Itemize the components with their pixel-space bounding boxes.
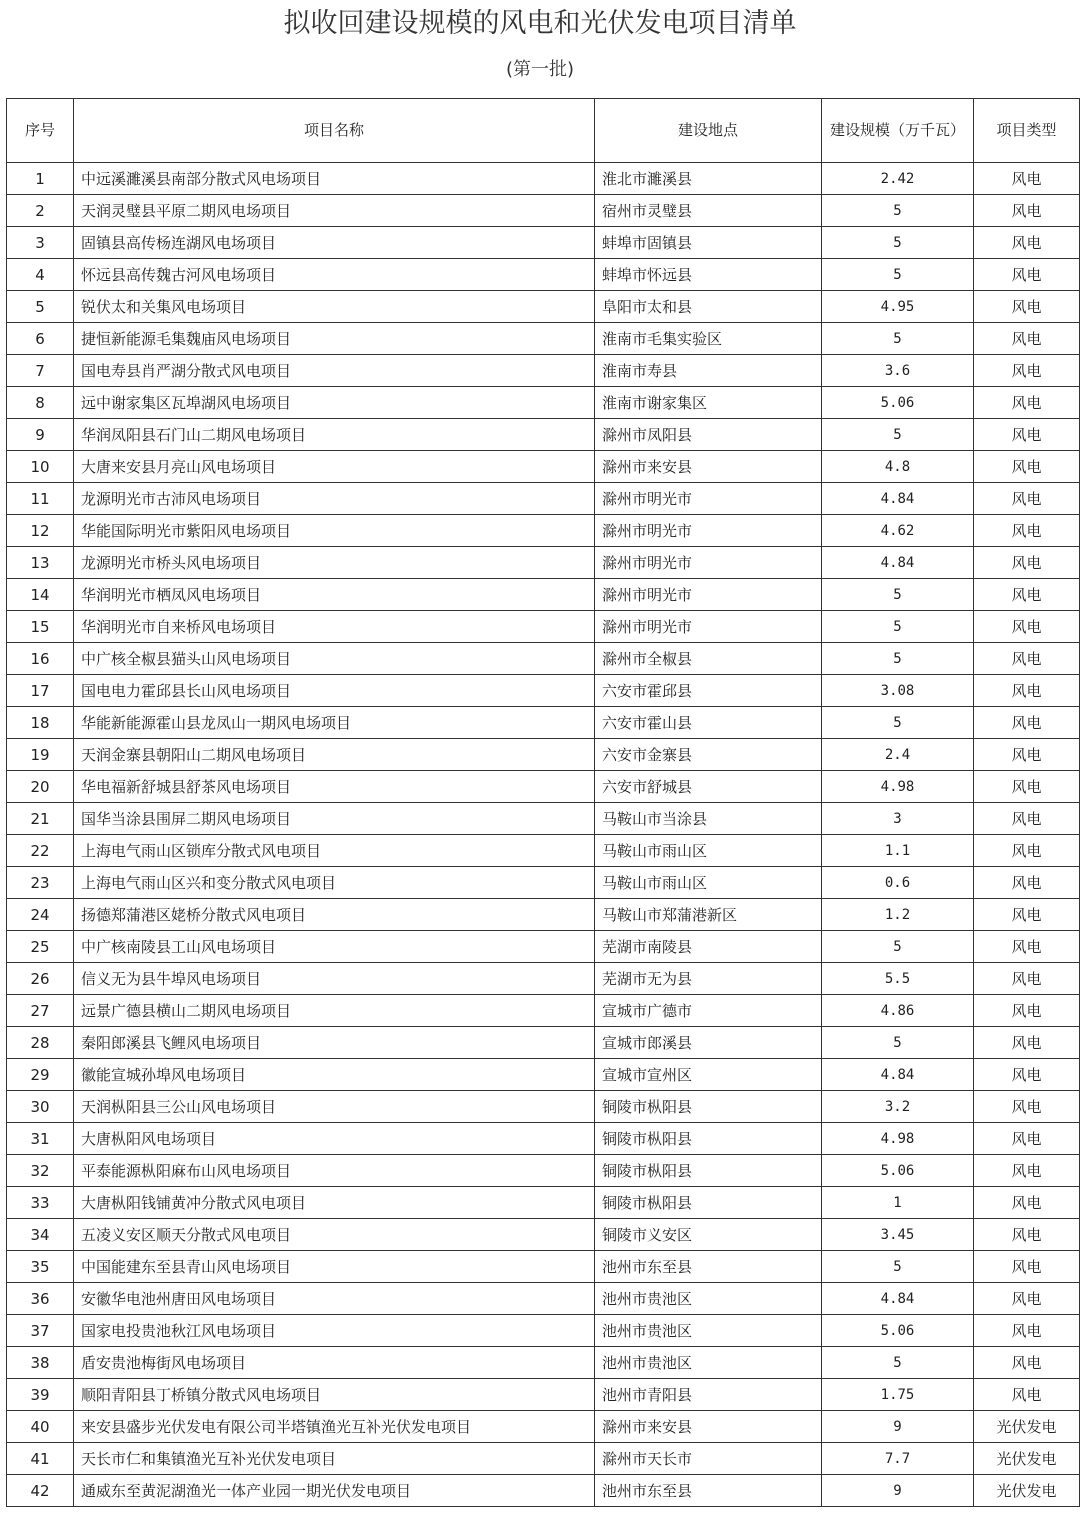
cell-no: 26 xyxy=(7,963,74,995)
cell-no: 42 xyxy=(7,1475,74,1507)
table-row xyxy=(7,547,1080,579)
cell-location: 滁州市明光市 xyxy=(595,483,822,515)
cell-location: 宿州市灵璧县 xyxy=(595,195,822,227)
cell-no: 10 xyxy=(7,451,74,483)
cell-type: 风电 xyxy=(974,579,1080,611)
table-row xyxy=(7,803,1080,835)
cell-no: 27 xyxy=(7,995,74,1027)
table-row xyxy=(7,1315,1080,1347)
cell-project-name: 大唐枞阳钱铺黄冲分散式风电项目 xyxy=(74,1187,595,1219)
cell-location: 马鞍山市当涂县 xyxy=(595,803,822,835)
cell-location: 蚌埠市固镇县 xyxy=(595,227,822,259)
cell-project-name: 天长市仁和集镇渔光互补光伏发电项目 xyxy=(74,1443,595,1475)
cell-scale: 5.06 xyxy=(822,387,974,419)
cell-type: 光伏发电 xyxy=(974,1475,1080,1507)
cell-type: 风电 xyxy=(974,323,1080,355)
cell-location: 六安市霍山县 xyxy=(595,707,822,739)
cell-type: 风电 xyxy=(974,259,1080,291)
cell-scale: 4.86 xyxy=(822,995,974,1027)
header-type: 项目类型 xyxy=(974,99,1080,163)
cell-scale: 5 xyxy=(822,931,974,963)
cell-no: 15 xyxy=(7,611,74,643)
cell-project-name: 锐伏太和关集风电场项目 xyxy=(74,291,595,323)
cell-scale: 9 xyxy=(822,1411,974,1443)
table-row xyxy=(7,451,1080,483)
cell-no: 8 xyxy=(7,387,74,419)
table-row xyxy=(7,931,1080,963)
cell-scale: 5.5 xyxy=(822,963,974,995)
table-header xyxy=(7,99,1080,163)
cell-no: 16 xyxy=(7,643,74,675)
table-row xyxy=(7,1443,1080,1475)
cell-project-name: 龙源明光市古沛风电场项目 xyxy=(74,483,595,515)
cell-type: 风电 xyxy=(974,291,1080,323)
table-row xyxy=(7,163,1080,195)
cell-scale: 5 xyxy=(822,195,974,227)
cell-location: 铜陵市枞阳县 xyxy=(595,1155,822,1187)
cell-scale: 4.84 xyxy=(822,483,974,515)
cell-type: 风电 xyxy=(974,867,1080,899)
cell-no: 30 xyxy=(7,1091,74,1123)
cell-project-name: 上海电气雨山区锁库分散式风电项目 xyxy=(74,835,595,867)
cell-no: 34 xyxy=(7,1219,74,1251)
cell-scale: 4.98 xyxy=(822,771,974,803)
cell-project-name: 天润枞阳县三公山风电场项目 xyxy=(74,1091,595,1123)
cell-project-name: 盾安贵池梅街风电场项目 xyxy=(74,1347,595,1379)
cell-type: 风电 xyxy=(974,1059,1080,1091)
cell-location: 马鞍山市雨山区 xyxy=(595,835,822,867)
cell-scale: 4.84 xyxy=(822,547,974,579)
cell-no: 29 xyxy=(7,1059,74,1091)
cell-location: 淮南市谢家集区 xyxy=(595,387,822,419)
cell-no: 11 xyxy=(7,483,74,515)
table-row xyxy=(7,739,1080,771)
cell-location: 宣城市广德市 xyxy=(595,995,822,1027)
cell-project-name: 秦阳郎溪县飞鲤风电场项目 xyxy=(74,1027,595,1059)
cell-no: 17 xyxy=(7,675,74,707)
cell-scale: 5 xyxy=(822,707,974,739)
cell-scale: 1.1 xyxy=(822,835,974,867)
cell-project-name: 国电寿县肖严湖分散式风电项目 xyxy=(74,355,595,387)
cell-scale: 4.8 xyxy=(822,451,974,483)
cell-project-name: 华润凤阳县石门山二期风电场项目 xyxy=(74,419,595,451)
table-row xyxy=(7,707,1080,739)
cell-scale: 5 xyxy=(822,611,974,643)
cell-project-name: 扬德郑蒲港区姥桥分散式风电项目 xyxy=(74,899,595,931)
cell-type: 风电 xyxy=(974,803,1080,835)
cell-project-name: 上海电气雨山区兴和变分散式风电项目 xyxy=(74,867,595,899)
cell-no: 20 xyxy=(7,771,74,803)
cell-scale: 4.62 xyxy=(822,515,974,547)
cell-no: 14 xyxy=(7,579,74,611)
table-row xyxy=(7,771,1080,803)
table-row xyxy=(7,579,1080,611)
cell-location: 铜陵市枞阳县 xyxy=(595,1187,822,1219)
cell-scale: 5 xyxy=(822,227,974,259)
document-subtitle: (第一批) xyxy=(505,59,575,80)
table-row xyxy=(7,867,1080,899)
table-row xyxy=(7,899,1080,931)
cell-type: 风电 xyxy=(974,995,1080,1027)
table-row xyxy=(7,1155,1080,1187)
cell-scale: 2.4 xyxy=(822,739,974,771)
cell-location: 阜阳市太和县 xyxy=(595,291,822,323)
cell-scale: 4.98 xyxy=(822,1123,974,1155)
document-title: 拟收回建设规模的风电和光伏发电项目清单 xyxy=(283,8,797,39)
cell-project-name: 捷恒新能源毛集魏庙风电场项目 xyxy=(74,323,595,355)
table-row xyxy=(7,995,1080,1027)
cell-type: 风电 xyxy=(974,1251,1080,1283)
cell-type: 风电 xyxy=(974,835,1080,867)
header-name: 项目名称 xyxy=(74,99,595,163)
cell-scale: 1.75 xyxy=(822,1379,974,1411)
cell-project-name: 怀远县高传魏古河风电场项目 xyxy=(74,259,595,291)
table-row xyxy=(7,1379,1080,1411)
cell-type: 风电 xyxy=(974,547,1080,579)
cell-no: 7 xyxy=(7,355,74,387)
cell-type: 风电 xyxy=(974,515,1080,547)
cell-no: 4 xyxy=(7,259,74,291)
cell-no: 21 xyxy=(7,803,74,835)
cell-no: 28 xyxy=(7,1027,74,1059)
header-scale: 建设规模（万千瓦） xyxy=(822,99,974,163)
cell-type: 风电 xyxy=(974,451,1080,483)
cell-project-name: 国华当涂县围屏二期风电场项目 xyxy=(74,803,595,835)
table-row xyxy=(7,323,1080,355)
cell-scale: 5 xyxy=(822,1027,974,1059)
cell-location: 马鞍山市雨山区 xyxy=(595,867,822,899)
cell-scale: 5 xyxy=(822,323,974,355)
cell-scale: 2.42 xyxy=(822,163,974,195)
header-location: 建设地点 xyxy=(595,99,822,163)
cell-no: 13 xyxy=(7,547,74,579)
cell-project-name: 中国能建东至县青山风电场项目 xyxy=(74,1251,595,1283)
cell-location: 宣城市宣州区 xyxy=(595,1059,822,1091)
cell-location: 滁州市明光市 xyxy=(595,547,822,579)
cell-project-name: 固镇县高传杨连湖风电场项目 xyxy=(74,227,595,259)
cell-location: 滁州市来安县 xyxy=(595,451,822,483)
cell-type: 风电 xyxy=(974,675,1080,707)
cell-location: 池州市青阳县 xyxy=(595,1379,822,1411)
cell-type: 风电 xyxy=(974,739,1080,771)
cell-no: 39 xyxy=(7,1379,74,1411)
cell-location: 淮南市寿县 xyxy=(595,355,822,387)
table-row xyxy=(7,1411,1080,1443)
cell-location: 铜陵市义安区 xyxy=(595,1219,822,1251)
cell-project-name: 国家电投贵池秋江风电场项目 xyxy=(74,1315,595,1347)
cell-no: 22 xyxy=(7,835,74,867)
cell-location: 池州市东至县 xyxy=(595,1475,822,1507)
cell-project-name: 通威东至黄泥湖渔光一体产业园一期光伏发电项目 xyxy=(74,1475,595,1507)
cell-location: 滁州市明光市 xyxy=(595,579,822,611)
cell-project-name: 远景广德县横山二期风电场项目 xyxy=(74,995,595,1027)
cell-no: 24 xyxy=(7,899,74,931)
cell-project-name: 华润明光市栖凤风电场项目 xyxy=(74,579,595,611)
cell-project-name: 平泰能源枞阳麻布山风电场项目 xyxy=(74,1155,595,1187)
cell-type: 风电 xyxy=(974,1123,1080,1155)
cell-type: 风电 xyxy=(974,1379,1080,1411)
cell-location: 芜湖市南陵县 xyxy=(595,931,822,963)
table-row xyxy=(7,1283,1080,1315)
cell-type: 风电 xyxy=(974,643,1080,675)
cell-type: 风电 xyxy=(974,419,1080,451)
cell-location: 铜陵市枞阳县 xyxy=(595,1091,822,1123)
table-row xyxy=(7,1251,1080,1283)
table-row xyxy=(7,1475,1080,1507)
cell-type: 风电 xyxy=(974,1027,1080,1059)
cell-no: 35 xyxy=(7,1251,74,1283)
cell-no: 9 xyxy=(7,419,74,451)
cell-project-name: 天润金寨县朝阳山二期风电场项目 xyxy=(74,739,595,771)
cell-scale: 5.06 xyxy=(822,1155,974,1187)
table-row xyxy=(7,1091,1080,1123)
table-row xyxy=(7,259,1080,291)
cell-location: 马鞍山市郑蒲港新区 xyxy=(595,899,822,931)
cell-type: 风电 xyxy=(974,771,1080,803)
cell-location: 池州市东至县 xyxy=(595,1251,822,1283)
table-row xyxy=(7,1347,1080,1379)
cell-location: 蚌埠市怀远县 xyxy=(595,259,822,291)
cell-type: 风电 xyxy=(974,1347,1080,1379)
cell-type: 风电 xyxy=(974,1283,1080,1315)
cell-scale: 5 xyxy=(822,259,974,291)
cell-location: 滁州市全椒县 xyxy=(595,643,822,675)
cell-project-name: 龙源明光市桥头风电场项目 xyxy=(74,547,595,579)
table-row xyxy=(7,515,1080,547)
table-row xyxy=(7,835,1080,867)
cell-type: 风电 xyxy=(974,707,1080,739)
table-row xyxy=(7,1187,1080,1219)
cell-location: 铜陵市枞阳县 xyxy=(595,1123,822,1155)
cell-no: 25 xyxy=(7,931,74,963)
cell-project-name: 中广核全椒县猫头山风电场项目 xyxy=(74,643,595,675)
cell-type: 风电 xyxy=(974,163,1080,195)
cell-scale: 5 xyxy=(822,1347,974,1379)
cell-scale: 4.95 xyxy=(822,291,974,323)
cell-location: 淮北市濉溪县 xyxy=(595,163,822,195)
cell-scale: 4.84 xyxy=(822,1059,974,1091)
cell-location: 芜湖市无为县 xyxy=(595,963,822,995)
cell-location: 滁州市明光市 xyxy=(595,515,822,547)
project-table xyxy=(6,98,1080,1507)
cell-scale: 5.06 xyxy=(822,1315,974,1347)
cell-project-name: 五凌义安区顺天分散式风电项目 xyxy=(74,1219,595,1251)
cell-no: 19 xyxy=(7,739,74,771)
cell-project-name: 徽能宣城孙埠风电场项目 xyxy=(74,1059,595,1091)
cell-type: 光伏发电 xyxy=(974,1411,1080,1443)
cell-location: 池州市贵池区 xyxy=(595,1315,822,1347)
cell-project-name: 来安县盛步光伏发电有限公司半塔镇渔光互补光伏发电项目 xyxy=(74,1411,595,1443)
cell-no: 12 xyxy=(7,515,74,547)
cell-scale: 5 xyxy=(822,579,974,611)
cell-scale: 7.7 xyxy=(822,1443,974,1475)
cell-type: 风电 xyxy=(974,1219,1080,1251)
cell-project-name: 大唐来安县月亮山风电场项目 xyxy=(74,451,595,483)
table-row xyxy=(7,1027,1080,1059)
cell-scale: 5 xyxy=(822,419,974,451)
cell-scale: 9 xyxy=(822,1475,974,1507)
cell-no: 41 xyxy=(7,1443,74,1475)
table-row xyxy=(7,419,1080,451)
table-row xyxy=(7,675,1080,707)
table-row xyxy=(7,1219,1080,1251)
table-row xyxy=(7,611,1080,643)
table-row xyxy=(7,483,1080,515)
table-row xyxy=(7,227,1080,259)
table-row xyxy=(7,291,1080,323)
cell-project-name: 天润灵璧县平原二期风电场项目 xyxy=(74,195,595,227)
cell-location: 滁州市明光市 xyxy=(595,611,822,643)
cell-type: 风电 xyxy=(974,931,1080,963)
cell-no: 2 xyxy=(7,195,74,227)
cell-type: 风电 xyxy=(974,1315,1080,1347)
cell-type: 风电 xyxy=(974,899,1080,931)
cell-type: 光伏发电 xyxy=(974,1443,1080,1475)
cell-project-name: 顺阳青阳县丁桥镇分散式风电场项目 xyxy=(74,1379,595,1411)
cell-scale: 3.08 xyxy=(822,675,974,707)
cell-project-name: 远中谢家集区瓦埠湖风电场项目 xyxy=(74,387,595,419)
cell-project-name: 华润明光市自来桥风电场项目 xyxy=(74,611,595,643)
cell-type: 风电 xyxy=(974,1187,1080,1219)
cell-scale: 3 xyxy=(822,803,974,835)
cell-no: 37 xyxy=(7,1315,74,1347)
cell-no: 36 xyxy=(7,1283,74,1315)
cell-location: 宣城市郎溪县 xyxy=(595,1027,822,1059)
table-row xyxy=(7,195,1080,227)
cell-type: 风电 xyxy=(974,611,1080,643)
cell-type: 风电 xyxy=(974,963,1080,995)
cell-project-name: 安徽华电池州唐田风电场项目 xyxy=(74,1283,595,1315)
table-row xyxy=(7,387,1080,419)
cell-no: 40 xyxy=(7,1411,74,1443)
table-row xyxy=(7,643,1080,675)
cell-location: 六安市舒城县 xyxy=(595,771,822,803)
table-row xyxy=(7,963,1080,995)
cell-project-name: 国电电力霍邱县长山风电场项目 xyxy=(74,675,595,707)
cell-type: 风电 xyxy=(974,195,1080,227)
cell-location: 滁州市天长市 xyxy=(595,1443,822,1475)
cell-no: 33 xyxy=(7,1187,74,1219)
cell-project-name: 信义无为县牛埠风电场项目 xyxy=(74,963,595,995)
cell-no: 5 xyxy=(7,291,74,323)
cell-project-name: 华电福新舒城县舒茶风电场项目 xyxy=(74,771,595,803)
cell-no: 6 xyxy=(7,323,74,355)
cell-no: 32 xyxy=(7,1155,74,1187)
table-body xyxy=(7,163,1080,1507)
cell-type: 风电 xyxy=(974,355,1080,387)
cell-type: 风电 xyxy=(974,1091,1080,1123)
cell-location: 滁州市来安县 xyxy=(595,1411,822,1443)
cell-location: 滁州市凤阳县 xyxy=(595,419,822,451)
cell-project-name: 大唐枞阳风电场项目 xyxy=(74,1123,595,1155)
cell-scale: 5 xyxy=(822,1251,974,1283)
cell-project-name: 中远溪濉溪县南部分散式风电场项目 xyxy=(74,163,595,195)
cell-location: 六安市霍邱县 xyxy=(595,675,822,707)
cell-no: 38 xyxy=(7,1347,74,1379)
cell-type: 风电 xyxy=(974,1155,1080,1187)
cell-location: 六安市金寨县 xyxy=(595,739,822,771)
cell-type: 风电 xyxy=(974,483,1080,515)
cell-scale: 1.2 xyxy=(822,899,974,931)
cell-scale: 3.2 xyxy=(822,1091,974,1123)
cell-location: 淮南市毛集实验区 xyxy=(595,323,822,355)
cell-no: 23 xyxy=(7,867,74,899)
cell-scale: 1 xyxy=(822,1187,974,1219)
cell-type: 风电 xyxy=(974,387,1080,419)
table-row xyxy=(7,355,1080,387)
cell-project-name: 中广核南陵县工山风电场项目 xyxy=(74,931,595,963)
cell-scale: 0.6 xyxy=(822,867,974,899)
header-no: 序号 xyxy=(7,99,74,163)
cell-no: 1 xyxy=(7,163,74,195)
cell-project-name: 华能国际明光市紫阳风电场项目 xyxy=(74,515,595,547)
cell-location: 池州市贵池区 xyxy=(595,1347,822,1379)
cell-no: 3 xyxy=(7,227,74,259)
cell-scale: 4.84 xyxy=(822,1283,974,1315)
cell-no: 18 xyxy=(7,707,74,739)
cell-type: 风电 xyxy=(974,227,1080,259)
cell-scale: 3.45 xyxy=(822,1219,974,1251)
cell-no: 31 xyxy=(7,1123,74,1155)
table-row xyxy=(7,1123,1080,1155)
cell-project-name: 华能新能源霍山县龙凤山一期风电场项目 xyxy=(74,707,595,739)
cell-scale: 3.6 xyxy=(822,355,974,387)
cell-location: 池州市贵池区 xyxy=(595,1283,822,1315)
header-row xyxy=(7,99,1080,163)
cell-scale: 5 xyxy=(822,643,974,675)
table-row xyxy=(7,1059,1080,1091)
